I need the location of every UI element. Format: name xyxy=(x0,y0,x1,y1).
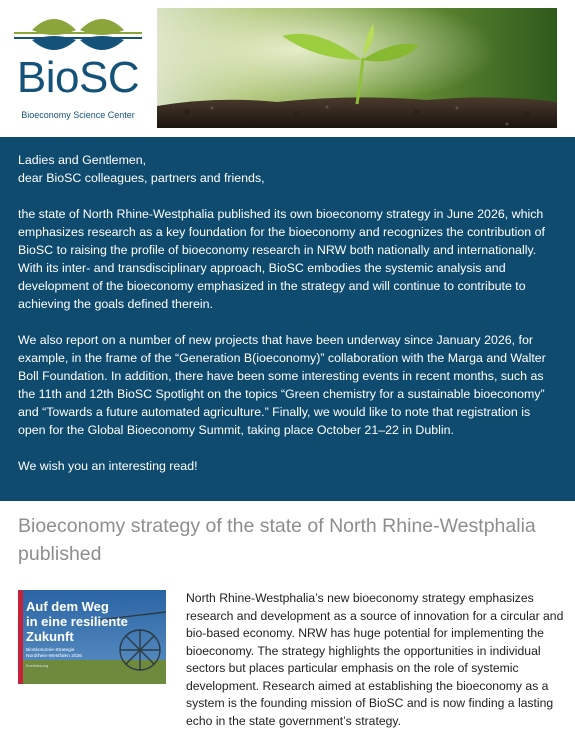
seedling-photo-icon xyxy=(157,8,557,128)
section-title[interactable]: Bioeconomy strategy of the state of North Rhine-Westphalia published xyxy=(18,515,536,565)
leaf-logo-icon xyxy=(14,10,142,58)
greeting-line-2: dear BioSC colleagues, partners and friends, xyxy=(18,171,265,185)
intro-message xyxy=(0,137,575,501)
newsletter-header xyxy=(0,0,575,137)
intro-paragraph-2: We also report on a number of new projects that have been underway since January 2026, for example, in the frame of the “Generation B(ioeconomy)” collaboration with the Marga and Walter Boll Foundation. In addition, there have been some interesting events in recent months, such as the 11th and 12th BioSC Spotlight on the topics “Green chemistry for a sustainable bioeconomy” and “Towards a future automated agriculture.” Finally, we would like to note that registration is open for the Global Bioeconomy Summit, taking place October 21–22 in Dublin. xyxy=(18,333,546,437)
biosc-logo[interactable] xyxy=(14,10,142,128)
hero-seedling-image xyxy=(157,8,557,128)
thumbnail-subtitle: Bioökonomie-Strategie Nordrhein-Westfalen 2026 xyxy=(26,648,82,659)
thumbnail-headline: Auf dem Weg in eine resiliente Zukunft xyxy=(26,599,128,644)
logo-subtitle: Bioeconomy Science Center xyxy=(21,110,135,120)
logo-wordmark: BioSC xyxy=(16,53,140,102)
section-body-text: North Rhine-Westphalia’s new bioeconomy strategy emphasizes research and development as a source of innovation for a circular and bio-based economy. NRW has huge potential for implementing the bioeconomy. The strategy highlights the opportunities in individual sectors but places particular emphasis on the role of systemic development. Research aimed at establishing the bioeconomy as a system is the founding mission of BioSC and is now finding a lasting echo in the state government’s strategy. xyxy=(186,591,564,728)
intro-closing: We wish you an interesting read! xyxy=(18,459,198,473)
intro-paragraph-1: the state of North Rhine-Westphalia published its own bioeconomy strategy in June 2026, which emphasizes research as a key foundation for the bioeconomy and recognizes the contribution of BioSC to raising the profile of bioeconomy research in NRW both nationally and internationally. With its inter- and transdisciplinary approach, BioSC embodies the systemic analysis and development of the bioeconomy emphasized in the strategy and will continue to contribute to achieving the goals defined therein. xyxy=(18,207,545,311)
thumbnail-small-text: Kurzfassung xyxy=(26,663,49,668)
strategy-thumbnail[interactable] xyxy=(18,590,166,684)
greeting-line-1: Ladies and Gentlemen, xyxy=(18,153,147,167)
